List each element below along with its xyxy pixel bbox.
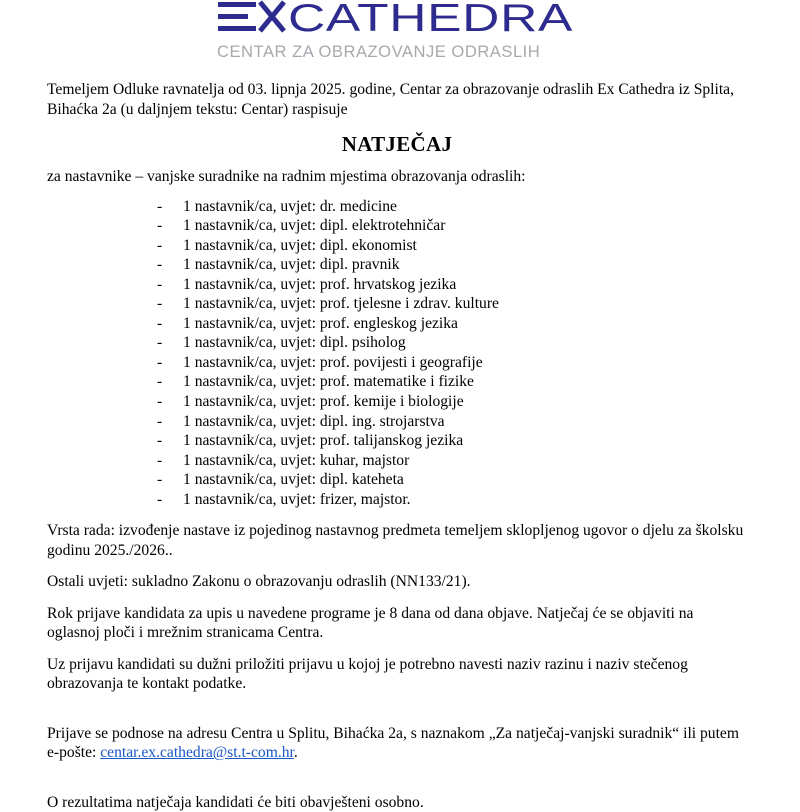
list-bullet: - [157,197,163,215]
email-link[interactable]: centar.ex.cathedra@st.t-com.hr [100,744,294,762]
position-text: 1 nastavnik/ca, uvjet: dr. medicine [183,197,397,215]
position-list-item [47,451,747,471]
list-bullet: - [157,256,163,274]
list-bullet: - [157,392,163,410]
deadline-paragraph: Rok prijave kandidata za upis u navedene programe je 8 dana od dana objave. Natječaj će se objaviti na oglasnoj ploči i mrežnim stranicama Centra. [47,604,694,642]
position-text: 1 nastavnik/ca, uvjet: dipl. pravnik [183,256,400,274]
position-text: 1 nastavnik/ca, uvjet: prof. tjelesne i zdrav. kulture [183,295,499,313]
logo-wordmark: CATHEDRA [288,0,573,40]
list-bullet: - [157,412,163,430]
list-bullet: - [157,451,163,469]
position-text: 1 nastavnik/ca, uvjet: dipl. psiholog [183,334,406,352]
work-type-paragraph: Vrsta rada: izvođenje nastave iz pojedinog nastavnog predmeta temeljem sklopljenog ugovor o djelu za školsku godinu 2025./2026.. [47,522,744,559]
list-bullet: - [157,471,163,489]
document-title: NATJEČAJ [341,132,453,156]
position-list-item [47,490,747,510]
position-list-item [47,275,747,295]
position-text: 1 nastavnik/ca, uvjet: prof. matematike i fizike [183,373,474,391]
list-bullet: - [157,373,163,391]
intro-paragraph: Temeljem Odluke ravnatelja od 03. lipnja 2025. godine, Centar za obrazovanje odraslih Ex Cathedra iz Splita, Bihaćka 2a (u daljnjem tekstu: Centar) raspisuje [47,81,734,118]
position-list-item [47,216,747,236]
position-text: 1 nastavnik/ca, uvjet: prof. kemije i biologije [183,392,464,410]
list-bullet: - [157,236,163,254]
list-bullet: - [157,314,163,332]
position-list-item [47,372,747,392]
document-body [47,80,747,812]
list-bullet: - [157,295,163,313]
list-bullet: - [157,353,163,371]
position-list-item [47,470,747,490]
list-bullet: - [157,334,163,352]
position-list-item [47,236,747,256]
position-list-item [47,197,747,217]
position-text: 1 nastavnik/ca, uvjet: dipl. kateheta [183,471,404,489]
position-text: 1 nastavnik/ca, uvjet: prof. hrvatskog jezika [183,275,457,293]
position-list-item [47,314,747,334]
list-bullet: - [157,490,163,508]
list-bullet: - [157,432,163,450]
lead-paragraph: za nastavnike – vanjske suradnike na radnim mjestima obrazovanja odraslih: [47,168,526,185]
position-text: 1 nastavnik/ca, uvjet: dipl. ekonomist [183,236,417,254]
results-paragraph: O rezultatima natječaja kandidati će biti obavješteni osobno. [47,793,424,811]
position-list-item [47,392,747,412]
position-text: 1 nastavnik/ca, uvjet: dipl. ing. strojarstva [183,412,445,430]
position-list-item [47,412,747,432]
list-bullet: - [157,275,163,293]
position-list-item [47,333,747,353]
position-text: 1 nastavnik/ca, uvjet: frizer, majstor. [183,490,411,508]
submission-end: . [293,744,298,762]
positions-list [47,197,747,510]
other-conditions-paragraph: Ostali uvjeti: sukladno Zakonu o obrazovanju odraslih (NN133/21). [47,573,471,591]
ex-logo-mark [218,2,256,31]
list-bullet: - [157,217,163,235]
position-list-item [47,255,747,275]
ex-cathedra-logo [218,0,578,42]
submission-paragraph [47,724,747,763]
document-header [0,0,800,66]
position-text: 1 nastavnik/ca, uvjet: prof. povijesti i geografije [183,353,483,371]
position-list-item [47,294,747,314]
position-text: 1 nastavnik/ca, uvjet: kuhar, majstor [183,451,410,469]
ex-logo-x [260,2,284,31]
position-text: 1 nastavnik/ca, uvjet: prof. talijanskog jezika [183,432,464,450]
position-text: 1 nastavnik/ca, uvjet: prof. engleskog jezika [183,314,458,332]
position-list-item [47,353,747,373]
submission-text: Prijave se podnose na adresu Centra u Splitu, Bihaćka 2a, s naznakom „Za natječaj-vanjski suradnik“ ili putem e-pošte: [47,724,739,762]
logo-subtitle: CENTAR ZA OBRAZOVANJE ODRASLIH [217,42,541,61]
position-list-item [47,431,747,451]
attachments-paragraph: Uz prijavu kandidati su dužni priložiti prijavu u kojoj je potrebno navesti naziv razinu i naziv stečenog obrazovanja te kontakt podatke. [47,655,688,693]
position-text: 1 nastavnik/ca, uvjet: dipl. elektrotehničar [183,217,446,235]
